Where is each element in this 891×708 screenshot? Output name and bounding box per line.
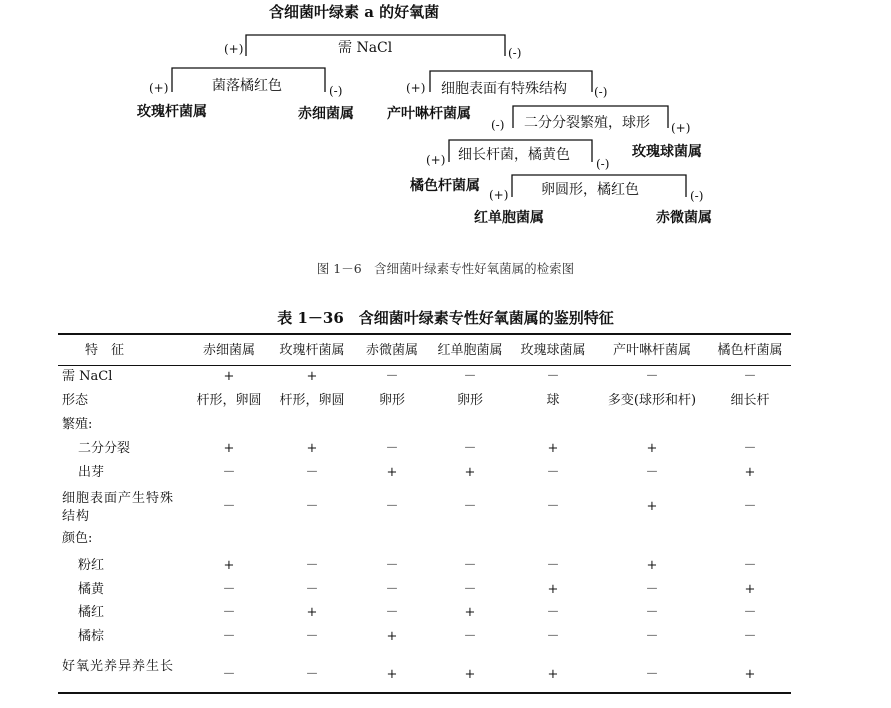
table-cell: － <box>546 369 560 384</box>
table-title: 表 1－36 含细菌叶绿素专性好氧菌属的鉴别特征 <box>277 309 614 327</box>
table-cell: － <box>385 499 399 514</box>
table-cell: + <box>306 369 318 384</box>
table-cell: 卵形 <box>456 393 483 408</box>
key-colony-plus: (+) <box>149 81 169 95</box>
table-cell: + <box>386 465 398 480</box>
key-surface-minus: (-) <box>594 85 608 99</box>
table-row-label: 二分分裂 <box>78 441 131 456</box>
table-header-genus: 赤微菌属 <box>365 343 418 358</box>
table-cell: + <box>223 369 235 384</box>
table-cell: + <box>547 667 559 682</box>
table-cell: － <box>222 605 236 620</box>
table-row-label: 橘红 <box>78 605 105 620</box>
table-cell: － <box>546 499 560 514</box>
table-cell: － <box>222 499 236 514</box>
table-header-genus: 赤细菌属 <box>202 343 255 358</box>
key-node-ovoid: 卵圆形，橘红色 <box>541 182 639 198</box>
table-header-genus: 玫瑰杆菌属 <box>279 343 345 358</box>
table-bottom-rule <box>58 692 791 694</box>
key-result-roseococcus: 玫瑰球菌属 <box>632 144 702 160</box>
table-cell: + <box>744 582 756 597</box>
table-header-genus: 橘色杆菌属 <box>717 343 783 358</box>
table-cell: － <box>385 605 399 620</box>
table-cell: － <box>385 441 399 456</box>
table-header-feature: 特 征 <box>85 343 125 358</box>
table-row-label: 橘棕 <box>78 629 105 644</box>
table-cell: － <box>546 605 560 620</box>
table-cell: + <box>464 667 476 682</box>
table-header-rule <box>58 365 791 366</box>
key-result-erythrobacter: 赤细菌属 <box>298 106 354 122</box>
table-cell: － <box>305 558 319 573</box>
table-cell: － <box>645 582 659 597</box>
table-cell: － <box>645 629 659 644</box>
table-header-genus: 产叶啉杆菌属 <box>612 343 691 358</box>
table-top-rule <box>58 333 791 335</box>
table-cell: － <box>463 629 477 644</box>
key-result-porphyrobacter: 产叶啉杆菌属 <box>387 106 471 122</box>
table-cell: － <box>645 605 659 620</box>
table-cell: － <box>463 441 477 456</box>
table-cell: － <box>546 558 560 573</box>
table-cell: + <box>646 558 658 573</box>
table-cell: + <box>223 441 235 456</box>
table-cell: － <box>385 558 399 573</box>
table-cell: － <box>305 499 319 514</box>
table-cell: － <box>743 499 757 514</box>
table-cell: － <box>463 582 477 597</box>
table-cell: － <box>463 369 477 384</box>
key-result-erythromicrobium: 红单胞菌属 <box>474 210 544 226</box>
table-cell: － <box>743 605 757 620</box>
table-cell: － <box>222 629 236 644</box>
key-surface-plus: (+) <box>406 81 426 95</box>
table-cell: 细长杆 <box>730 393 770 408</box>
table-cell: － <box>222 465 236 480</box>
key-ovoid-minus: (-) <box>690 189 704 203</box>
key-node-surface: 细胞表面有特殊结构 <box>441 81 567 97</box>
table-cell: － <box>222 582 236 597</box>
table-cell: 杆形，卵圆 <box>196 393 262 408</box>
key-result-roseobacter: 玫瑰杆菌属 <box>137 104 207 120</box>
table-cell: － <box>743 369 757 384</box>
key-nacl-minus: (-) <box>508 46 522 60</box>
table-cell: 球 <box>546 393 560 408</box>
table-cell: － <box>222 667 236 682</box>
table-cell: － <box>546 465 560 480</box>
table-cell: + <box>744 667 756 682</box>
table-cell: － <box>546 629 560 644</box>
key-fission-plus: (+) <box>671 121 691 135</box>
table-row-label: 粉红 <box>78 558 105 573</box>
table-cell: + <box>464 605 476 620</box>
table-cell: 多变(球形和杆) <box>607 393 697 408</box>
key-result-erythromicrobium2: 赤微菌属 <box>656 210 712 226</box>
table-cell: － <box>305 465 319 480</box>
table-cell: + <box>306 441 318 456</box>
table-cell: + <box>306 605 318 620</box>
table-cell: － <box>743 629 757 644</box>
table-cell: － <box>645 369 659 384</box>
key-node-rod: 细长杆菌，橘黄色 <box>458 147 570 163</box>
table-row-label: 形态 <box>62 393 89 408</box>
table-cell: － <box>463 499 477 514</box>
table-cell: － <box>305 582 319 597</box>
table-cell: － <box>385 369 399 384</box>
table-cell: － <box>305 667 319 682</box>
key-rod-minus: (-) <box>596 157 610 171</box>
key-fission-minus: (-) <box>491 118 505 132</box>
table-cell: － <box>385 582 399 597</box>
table-cell: 卵形 <box>378 393 405 408</box>
figure-caption: 图 1－6 含细菌叶绿素专性好氧菌属的检索图 <box>316 261 575 276</box>
table-cell: － <box>305 629 319 644</box>
table-row-label: 繁殖: <box>62 417 93 432</box>
table-cell: － <box>463 558 477 573</box>
table-cell: + <box>646 499 658 514</box>
table-cell: + <box>646 441 658 456</box>
table-cell: － <box>743 441 757 456</box>
key-nacl-plus: (+) <box>224 42 244 56</box>
key-node-fission: 二分分裂繁殖，球形 <box>524 115 650 131</box>
key-ovoid-plus: (+) <box>489 188 509 202</box>
table-row-label: 颜色: <box>62 531 93 546</box>
table-header-genus: 玫瑰球菌属 <box>520 343 586 358</box>
table-cell: + <box>547 582 559 597</box>
table-row-label: 细胞表面产生特殊结构 <box>62 491 175 524</box>
key-rod-plus: (+) <box>426 153 446 167</box>
table-cell: + <box>547 441 559 456</box>
table-row-label: 橘黄 <box>78 582 105 597</box>
table-cell: － <box>645 667 659 682</box>
table-cell: + <box>386 667 398 682</box>
table-cell: － <box>743 558 757 573</box>
table-row-label: 需 NaCl <box>62 369 113 384</box>
key-result-erythromonas: 橘色杆菌属 <box>410 178 480 194</box>
table-row-label: 出芽 <box>78 465 105 480</box>
table-cell: + <box>223 558 235 573</box>
table-row-label: 好氧光养异养生长 <box>62 659 175 674</box>
table-cell: + <box>386 629 398 644</box>
table-cell: － <box>645 465 659 480</box>
key-node-nacl: 需 NaCl <box>338 40 393 56</box>
key-node-orange-colony: 菌落橘红色 <box>212 78 282 94</box>
key-tree-lines <box>0 0 891 250</box>
key-root-title: 含细菌叶绿素 a 的好氧菌 <box>269 3 440 21</box>
table-cell: + <box>464 465 476 480</box>
key-colony-minus: (-) <box>329 84 343 98</box>
table-cell: 杆形，卵圆 <box>279 393 345 408</box>
table-cell: + <box>744 465 756 480</box>
table-header-genus: 红单胞菌属 <box>437 343 503 358</box>
